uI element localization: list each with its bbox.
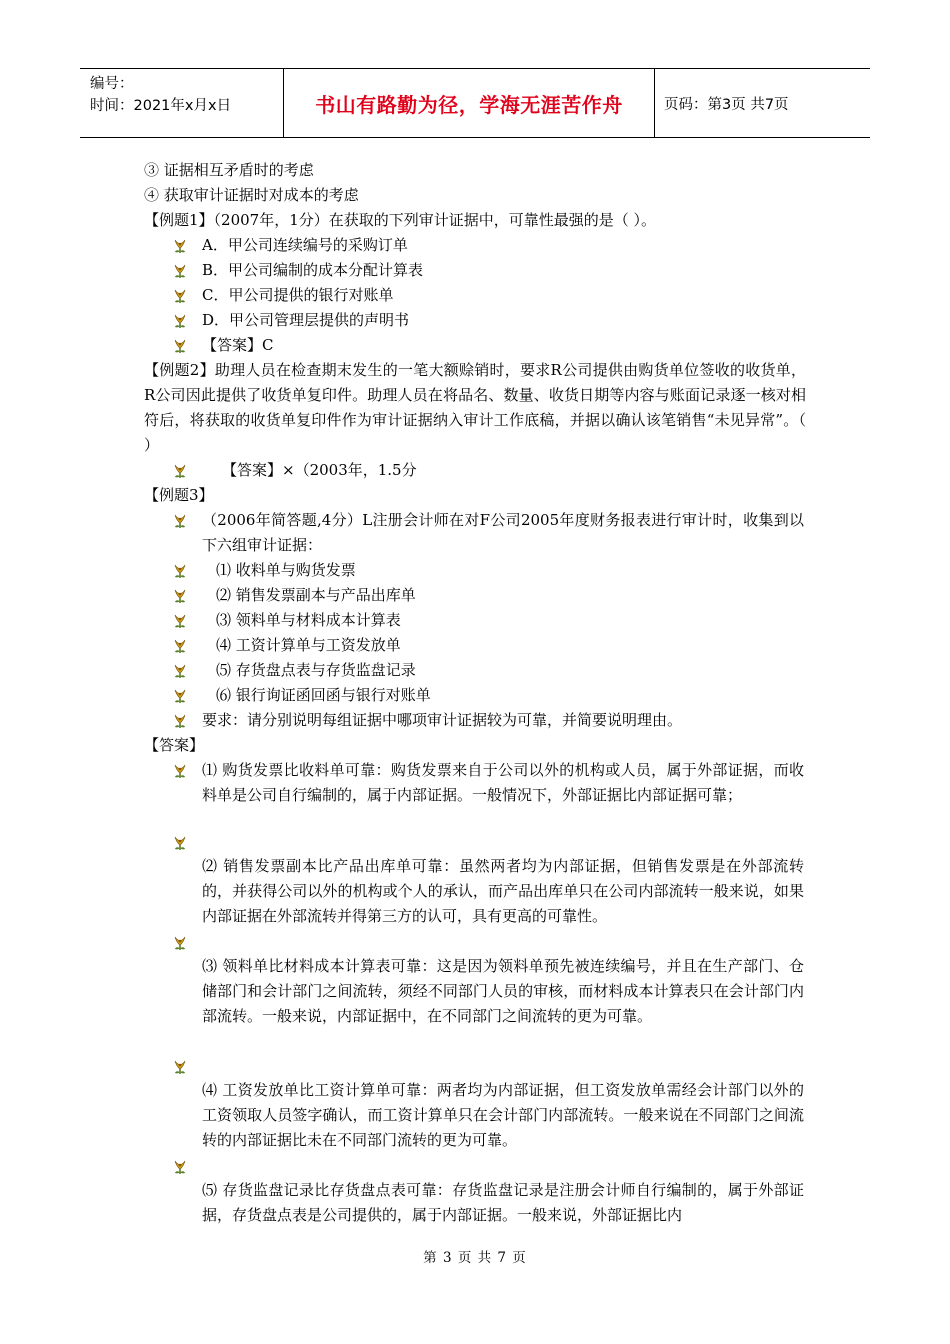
example3-requirement: 要求：请分别说明每组证据中哪项审计证据较为可靠，并简要说明理由。 — [202, 711, 683, 729]
example1-option-c: C．甲公司提供的银行对账单 — [202, 286, 394, 304]
example1-option-b: B．甲公司编制的成本分配计算表 — [202, 261, 424, 279]
flower-bullet-icon — [172, 934, 188, 952]
flower-bullet-icon — [172, 337, 188, 355]
flower-bullet-icon — [172, 262, 188, 280]
flower-bullet-icon — [172, 512, 188, 530]
example3-item-6: ⑹ 银行询证函回函与银行对账单 — [216, 686, 431, 704]
example1-title: 【例题1】（2007年，1分）在获取的下列审计证据中，可靠性最强的是（ ）。 — [144, 211, 657, 229]
flower-bullet-icon — [172, 1158, 188, 1176]
answer-5: ⑸ 存货监盘记录比存货盘点表可靠：存货监盘记录是注册会计师自行编制的，属于外部证据，存货盘点表是公司提供的，属于内部证据。一般来说，外部证据比内 — [202, 1181, 804, 1224]
example3-item-4: ⑷ 工资计算单与工资发放单 — [216, 636, 401, 654]
line-evidence-cost: ④ 获取审计证据时对成本的考虑 — [144, 186, 359, 204]
answer-2: ⑵ 销售发票副本比产品出库单可靠：虽然两者均为内部证据，但销售发票是在外部流转的，并获得公司以外的机构或个人的承认，而产品出库单只在公司内部流转一般来说，如果内部证据在外部流转并得第三方的认可，具有更高的可靠性。 — [202, 857, 804, 925]
answer-3: ⑶ 领料单比材料成本计算表可靠：这是因为领料单预先被连续编号，并且在生产部门、仓储部门和会计部门之间流转，须经不同部门人员的审核，而材料成本计算表只在会计部门内部流转。一般来说，内部证据中，在不同部门之间流转的更为可靠。 — [202, 957, 804, 1025]
example3-title: 【例题3】 — [144, 486, 214, 504]
flower-bullet-icon — [172, 1058, 188, 1076]
example3-item-1: ⑴ 收料单与购货发票 — [216, 561, 356, 579]
example2-text: 【例题2】助理人员在检查期末发生的一笔大额赊销时，要求R公司提供由购货单位签收的收货单，R公司因此提供了收货单复印件。助理人员在将品名、数量、收货日期等内容与账面记录逐一核对相符后，将获取的收货单复印件作为审计证据纳入审计工作底稿，并据以确认该笔销售“未见异常”。（ ） — [144, 361, 806, 454]
header-meta-cell — [80, 69, 283, 137]
page-info: 页码：第3页 共7页 — [664, 96, 789, 113]
time-label: 时间：2021年x月x日 — [90, 98, 232, 114]
flower-bullet-icon — [172, 587, 188, 605]
flower-bullet-icon — [172, 637, 188, 655]
document-header — [80, 68, 870, 138]
answer-title: 【答案】 — [144, 736, 205, 754]
flower-bullet-icon — [172, 687, 188, 705]
flower-bullet-icon — [172, 834, 188, 852]
page-footer: 第 3 页 共 7 页 — [423, 1250, 527, 1266]
example3-intro: （2006年简答题,4分）L注册会计师在对F公司2005年度财务报表进行审计时，收集到以下六组审计证据： — [202, 511, 804, 554]
flower-bullet-icon — [172, 762, 188, 780]
example3-item-3: ⑶ 领料单与材料成本计算表 — [216, 611, 401, 629]
header-motto-cell — [283, 69, 655, 137]
example3-item-2: ⑵ 销售发票副本与产品出库单 — [216, 586, 416, 604]
flower-bullet-icon — [172, 237, 188, 255]
example1-option-d: D．甲公司管理层提供的声明书 — [202, 311, 410, 329]
flower-bullet-icon — [172, 562, 188, 580]
line-evidence-conflict: ③ 证据相互矛盾时的考虑 — [144, 161, 314, 179]
example1-option-a: A．甲公司连续编号的采购订单 — [202, 236, 408, 254]
example1-answer: 【答案】C — [202, 336, 274, 354]
header-page-cell — [655, 69, 870, 137]
flower-bullet-icon — [172, 712, 188, 730]
example2-answer: 【答案】×（2003年，1.5分 — [222, 461, 417, 479]
answer-1: ⑴ 购货发票比收料单可靠：购货发票来自于公司以外的机构或人员，属于外部证据，而收料单是公司自行编制的，属于内部证据。一般情况下，外部证据比内部证据可靠； — [202, 761, 804, 804]
flower-bullet-icon — [172, 312, 188, 330]
example3-item-5: ⑸ 存货盘点表与存货监盘记录 — [216, 661, 416, 679]
number-label: 编号： — [90, 76, 134, 92]
flower-bullet-icon — [172, 287, 188, 305]
flower-bullet-icon — [172, 612, 188, 630]
flower-bullet-icon — [172, 462, 188, 480]
answer-4: ⑷ 工资发放单比工资计算单可靠：两者均为内部证据，但工资发放单需经会计部门以外的工资领取人员签字确认，而工资计算单只在会计部门内部流转。一般来说在不同部门之间流转的内部证据比未在不同部门流转的更为可靠。 — [202, 1081, 804, 1149]
motto-text: 书山有路勤为径，学海无涯苦作舟 — [315, 92, 623, 117]
flower-bullet-icon — [172, 662, 188, 680]
